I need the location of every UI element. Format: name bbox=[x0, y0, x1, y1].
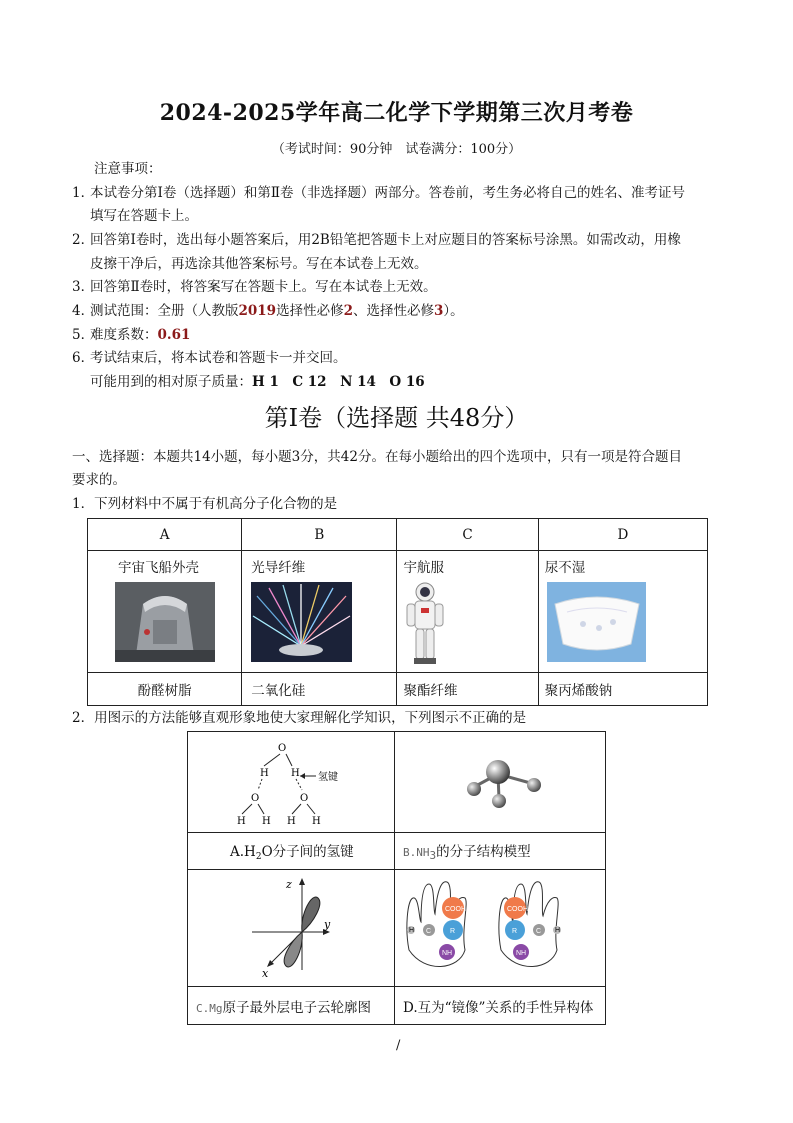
item-label: 光导纤维 bbox=[251, 560, 306, 576]
hydrogen-bond-label: 氢键 bbox=[318, 772, 338, 783]
group-label-cooh: COOH bbox=[445, 906, 466, 913]
note-2-cont: 皮擦干净后，再选涂其他答案标号。写在本试卷上无效。 bbox=[90, 256, 428, 272]
atom-h: H bbox=[287, 816, 296, 827]
group-label-nh: NH bbox=[516, 950, 527, 957]
group-label-h: H bbox=[409, 927, 415, 934]
note-num: 6． bbox=[72, 350, 95, 366]
atomic-mass-values: H 1 C 12 N 14 O 16 bbox=[252, 374, 425, 390]
atom-h: H bbox=[291, 768, 300, 779]
hydrogen-bond-diagram bbox=[188, 732, 394, 828]
caption-row bbox=[188, 833, 606, 870]
diaper-image bbox=[547, 582, 646, 662]
atom-h: H bbox=[237, 816, 246, 827]
note-3 bbox=[72, 276, 437, 298]
note-num: 2． bbox=[72, 232, 95, 248]
option-a-cell bbox=[88, 551, 242, 673]
caption-text: O分子间的氢键 bbox=[261, 844, 354, 860]
notes-heading: 注意事项： bbox=[94, 161, 162, 177]
exam-subtitle: （考试时间：90分钟 试卷满分：100分） bbox=[271, 142, 522, 157]
table-image-row bbox=[88, 551, 708, 673]
table-header-row bbox=[88, 519, 708, 551]
option-header: B bbox=[242, 519, 397, 551]
question-2-stem: 2．用图示的方法能够直观形象地使大家理解化学知识，下列图示不正确的是 bbox=[72, 710, 527, 726]
note-text: 测试范围：全册（人教版 bbox=[90, 303, 239, 319]
atom-h: H bbox=[312, 816, 321, 827]
note-text: 、选择性必修 bbox=[352, 303, 434, 319]
note-2 bbox=[72, 229, 681, 251]
chiral-isomers-diagram bbox=[395, 870, 605, 982]
caption-text: 原子最外层电子云轮廓图 bbox=[222, 999, 371, 1016]
item-label: 尿不湿 bbox=[544, 560, 586, 576]
spacecraft-capsule-image bbox=[115, 582, 215, 662]
caption-row bbox=[188, 987, 606, 1025]
question-1-table bbox=[87, 518, 708, 706]
figure-row bbox=[188, 870, 606, 987]
item-label: 宇宙飞船外壳 bbox=[118, 560, 199, 576]
group-label-h: H bbox=[555, 927, 561, 934]
item-label: 宇航服 bbox=[403, 560, 444, 576]
caption-text: 的分子结构模型 bbox=[436, 844, 531, 860]
note-text: 本试卷分第Ⅰ卷（选择题）和第Ⅱ卷（非选择题）两部分。答卷前，考生务必将自己的姓名、准考证号 bbox=[90, 185, 686, 201]
caption-text: B.NH bbox=[403, 846, 430, 859]
atom-o: O bbox=[251, 793, 260, 804]
figure-b-cell bbox=[395, 732, 606, 833]
option-header: D bbox=[538, 519, 707, 551]
caption-subscript: 2 bbox=[255, 852, 262, 862]
atom-h: H bbox=[262, 816, 271, 827]
note-1-cont: 填写在答题卡上。 bbox=[90, 208, 198, 224]
group-label-c: C bbox=[536, 928, 542, 935]
caption-b bbox=[395, 833, 606, 870]
question-2-table bbox=[187, 731, 606, 1025]
atomic-mass-line bbox=[90, 371, 425, 393]
note-num: 3． bbox=[72, 279, 95, 295]
exam-title: 2024-2025学年高二化学下学期第三次月考卷 bbox=[159, 100, 634, 126]
note-num: 5． bbox=[72, 327, 95, 343]
caption-a bbox=[188, 833, 395, 870]
note-1 bbox=[72, 182, 685, 204]
note-highlight: 3 bbox=[433, 303, 444, 319]
note-highlight: 2 bbox=[343, 303, 353, 319]
question-1-stem: 1．下列材料中不属于有机高分子化合物的是 bbox=[72, 496, 338, 512]
option-b-cell bbox=[242, 551, 397, 673]
note-num: 1． bbox=[72, 185, 95, 201]
note-text: 回答第Ⅱ卷时，将答案写在答题卡上。写在本试卷上无效。 bbox=[90, 279, 437, 295]
axis-label-z: z bbox=[286, 878, 292, 891]
figure-row bbox=[188, 732, 606, 833]
note-text: 考试结束后，将本试卷和答题卡一并交回。 bbox=[90, 350, 347, 366]
page-number: / bbox=[396, 1038, 401, 1053]
group-label-r: R bbox=[450, 928, 456, 935]
caption-subscript: 3 bbox=[429, 849, 437, 862]
group-label-nh: NH bbox=[442, 950, 453, 957]
group-label-cooh: COOH bbox=[507, 906, 528, 913]
figure-d-cell bbox=[395, 870, 606, 987]
section-intro-cont: 要求的。 bbox=[72, 472, 126, 488]
atom-o: O bbox=[300, 793, 309, 804]
note-6 bbox=[72, 347, 347, 369]
note-4 bbox=[72, 300, 464, 322]
figure-a-cell bbox=[188, 732, 395, 833]
option-header: C bbox=[397, 519, 538, 551]
section-title: 第Ⅰ卷（选择题 共48分） bbox=[264, 404, 529, 432]
caption-text: A.H bbox=[230, 844, 256, 860]
option-header: A bbox=[88, 519, 242, 551]
option-d-cell bbox=[538, 551, 707, 673]
group-label-r: R bbox=[512, 928, 518, 935]
axis-label-y: y bbox=[324, 918, 331, 931]
material-label: 酚醛树脂 bbox=[88, 673, 242, 706]
table-material-row bbox=[88, 673, 708, 706]
material-label: 聚酯纤维 bbox=[397, 673, 538, 706]
nh3-model-diagram bbox=[395, 732, 605, 828]
section-intro: 一、选择题：本题共14小题，每小题3分，共42分。在每小题给出的四个选项中，只有一项是符合题目 bbox=[72, 449, 682, 465]
note-text: 回答第Ⅰ卷时，选出每小题答案后，用2B铅笔把答题卡上对应题目的答案标号涂黑。如需改动，用橡 bbox=[90, 232, 681, 248]
figure-c-cell bbox=[188, 870, 395, 987]
atomic-mass-label: 可能用到的相对原子质量： bbox=[90, 374, 252, 390]
note-text: ）。 bbox=[443, 303, 464, 319]
note-5 bbox=[72, 324, 190, 346]
note-highlight: 2019 bbox=[238, 303, 277, 319]
material-label: 二氧化硅 bbox=[242, 673, 397, 706]
caption-d: D.互为“镜像”关系的手性异构体 bbox=[395, 987, 606, 1025]
option-c-cell bbox=[397, 551, 538, 673]
material-label: 聚丙烯酸钠 bbox=[538, 673, 707, 706]
group-label-c: C bbox=[426, 928, 432, 935]
note-text: 难度系数： bbox=[90, 327, 158, 343]
caption-c bbox=[188, 987, 395, 1025]
note-text: 选择性必修 bbox=[276, 303, 344, 319]
difficulty-value: 0.61 bbox=[157, 327, 191, 343]
p-orbital-diagram bbox=[188, 870, 394, 982]
note-num: 4． bbox=[72, 303, 95, 319]
atom-o: O bbox=[278, 743, 287, 754]
optical-fiber-image bbox=[251, 582, 352, 662]
caption-text: C.Mg bbox=[196, 1001, 223, 1015]
spacesuit-image bbox=[405, 580, 445, 666]
axis-label-x: x bbox=[262, 967, 269, 980]
atom-h: H bbox=[260, 768, 269, 779]
